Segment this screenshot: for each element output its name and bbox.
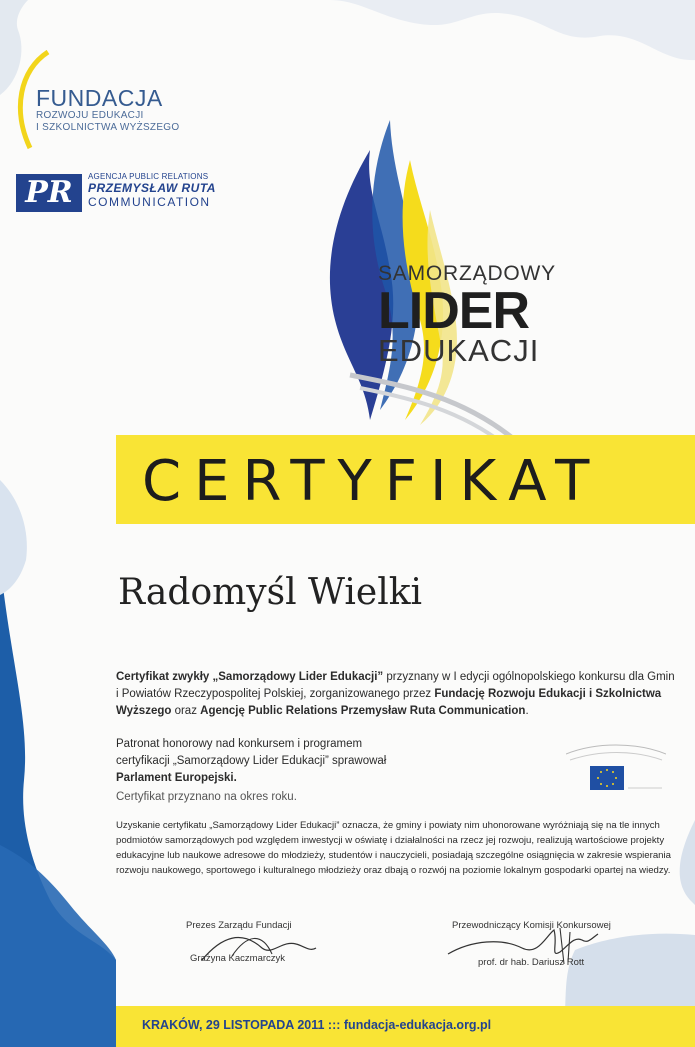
award-paragraph-end: . bbox=[525, 705, 529, 717]
signature-left-title: Prezes Zarządu Fundacji bbox=[186, 920, 292, 931]
patronage-text: Patronat honorowy nad konkursem i programem certyfikacji „Samorządowy Lider Edukacji” sprawował bbox=[116, 738, 387, 767]
award-paragraph-text-2: oraz bbox=[171, 705, 201, 717]
signature-left-name: Grażyna Kaczmarczyk bbox=[190, 953, 286, 964]
agency-logo bbox=[16, 172, 221, 214]
pr-mark: PR bbox=[16, 174, 82, 212]
footer-text: KRAKÓW, 29 LISTOPADA 2011 ::: fundacja-edukacja.org.pl bbox=[142, 1018, 492, 1032]
signature-right bbox=[452, 920, 611, 968]
foundation-logo bbox=[36, 86, 179, 134]
signature-left-scribble bbox=[192, 926, 322, 966]
description-paragraph: Uzyskanie certyfikatu „Samorządowy Lider Edukacji” oznacza, że gminy i powiaty nim uhonorowane wyróżniają się na tle innych podmiotów samorządowych pod względem inwestycji w oświatę i działalności na rzecz jej rozwoju, realizują wartościowe projekty edukacyjne lub naukowe adresowe do młodzieży, studentów i nauczycieli, posiadają szczególne osiągnięcia w zakresie wspierania rozwoju naukowego, sportowego i kulturalnego młodzieży oraz dbają o rozwój na poziomie lokalnym gospodarki opartej na wiedzy. bbox=[116, 820, 671, 876]
foundation-subtitle-1: ROZWOJU EDUKACJI bbox=[36, 110, 144, 121]
award-paragraph-title: Certyfikat zwykły „Samorządowy Lider Edukacji” bbox=[116, 671, 384, 683]
certificate-heading: CERTYFIKAT bbox=[142, 449, 603, 514]
program-title bbox=[378, 262, 556, 366]
footer-banner bbox=[116, 1006, 695, 1047]
program-title-line-1: SAMORZĄDOWY bbox=[378, 262, 556, 285]
certificate-banner bbox=[116, 435, 695, 524]
award-paragraph-foundation: Fundację Rozwoju Edukacji i Szkolnictwa Wyższego bbox=[116, 688, 662, 717]
signature-left bbox=[186, 920, 292, 964]
patronage-name: Parlament Europejski. bbox=[116, 772, 237, 784]
agency-line-1: AGENCJA PUBLIC RELATIONS bbox=[88, 172, 209, 181]
program-title-line-2: LIDER bbox=[378, 282, 529, 340]
signature-right-scribble bbox=[442, 924, 602, 968]
signature-right-title: Przewodniczący Komisji Konkursowej bbox=[452, 920, 611, 931]
patronage-paragraph bbox=[116, 736, 416, 787]
foundation-logo-arc bbox=[10, 50, 50, 150]
program-title-line-3: EDUKACJI bbox=[378, 333, 540, 368]
foundation-subtitle-2: I SZKOLNICTWA WYŻSZEGO bbox=[36, 122, 180, 133]
validity-note: Certyfikat przyznano na okres roku. bbox=[116, 791, 297, 803]
agency-line-2: PRZEMYSŁAW RUTA bbox=[88, 181, 216, 195]
foundation-title: FUNDACJA bbox=[36, 85, 163, 111]
award-paragraph-agency: Agencję Public Relations Przemysław Ruta Communication bbox=[200, 705, 526, 717]
award-paragraph bbox=[116, 669, 676, 720]
signature-right-name: prof. dr hab. Dariusz Rott bbox=[478, 957, 585, 968]
agency-line-3: COMMUNICATION bbox=[88, 195, 211, 209]
award-paragraph-text-1: przyznany w I edycji ogólnopolskiego konkursu dla Gmin i Powiatów Rzeczypospolitej Polskiej, zorganizowanego przez bbox=[116, 671, 675, 700]
recipient-name: Radomyśl Wielki bbox=[118, 572, 423, 613]
